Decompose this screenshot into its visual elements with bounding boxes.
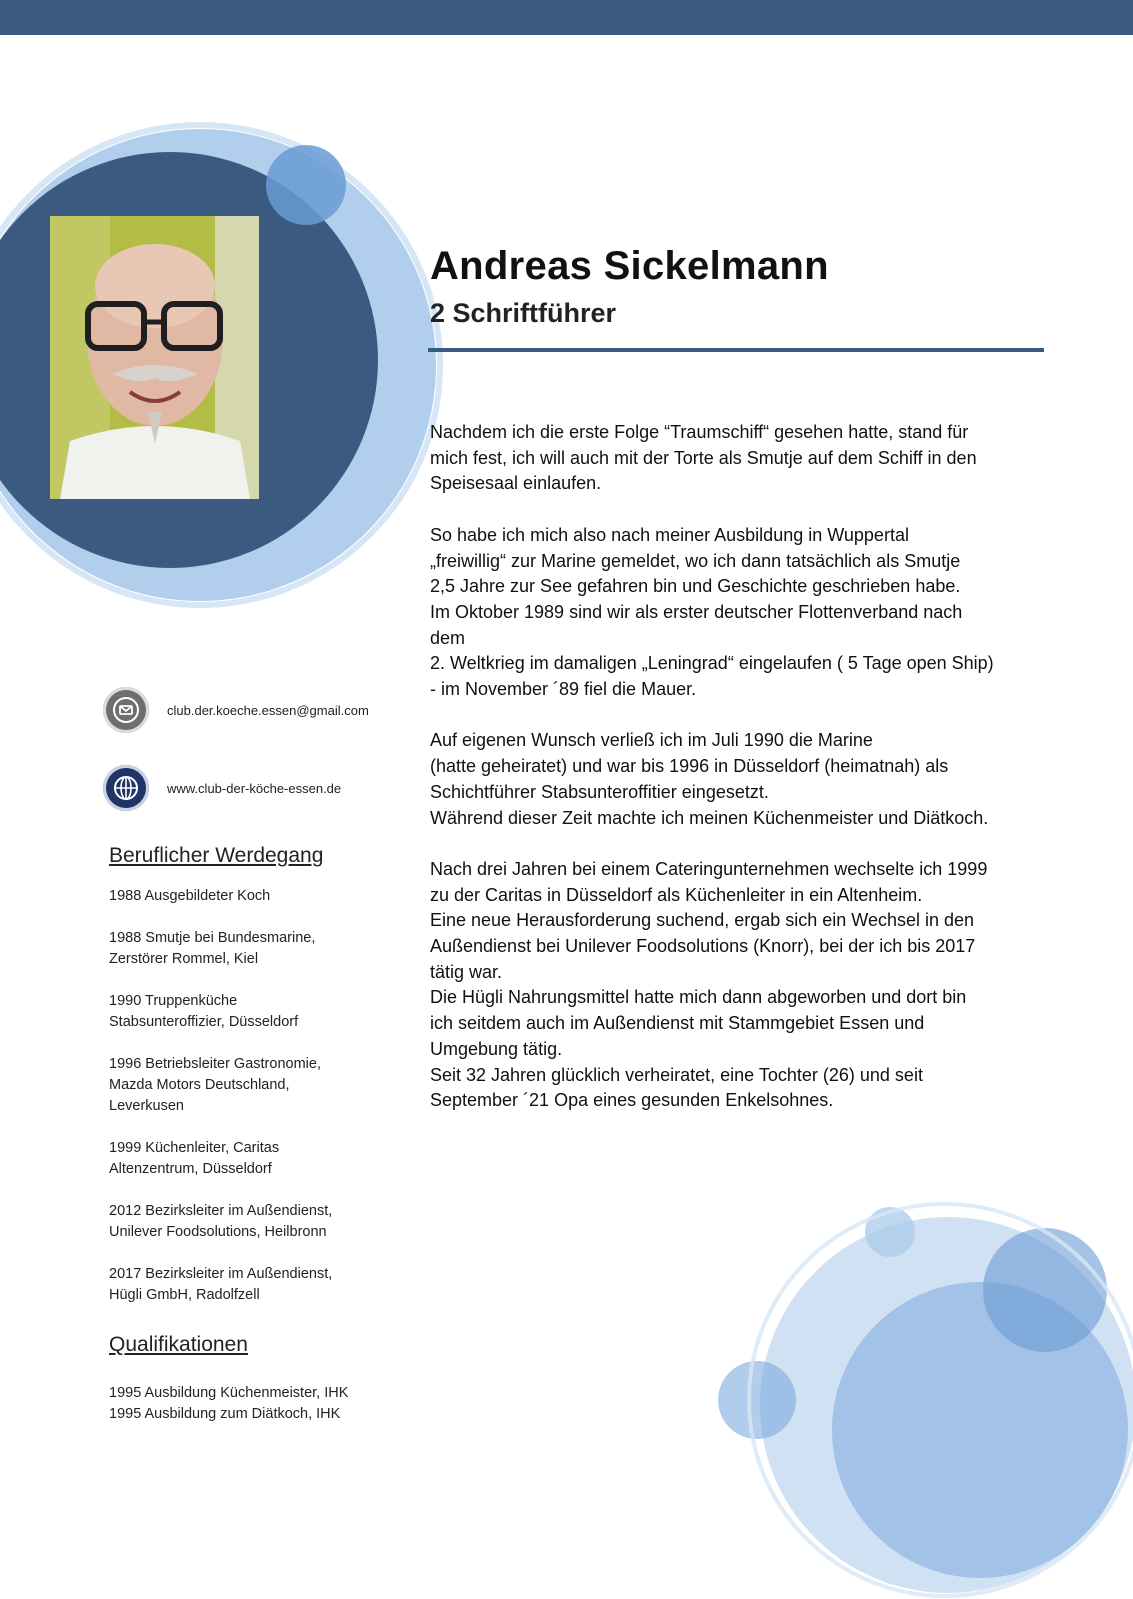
qualification-entry: 1995 Ausbildung zum Diätkoch, IHK xyxy=(109,1406,341,1422)
bio-paragraph: Nach drei Jahren bei einem Cateringunternehmen wechselte ich 1999 zu der Caritas in Düsseldorf als Küchenleiter in ein Altenheim. Eine neue Herausforderung suchend, ergab sich ein Wechsel in den Außendienst bei Unilever Foodsolutions (Knorr), bei der ich bis 2017 tätig war. Die Hügli Nahrungsmittel hatte mich dann abgeworben und dort bin ich seitdem auch im Außendienst mit Stammgebiet Essen und Umgebung tätig. Seit 32 Jahren glücklich verheiratet, eine Tochter (26) und seit September ´21 Opa eines gesunden Enkelsohnes. xyxy=(430,858,988,1111)
career-heading: Beruflicher Werdegang xyxy=(109,844,324,867)
globe-icon xyxy=(103,765,149,811)
contact-website[interactable] xyxy=(103,763,341,813)
envelope-icon xyxy=(103,687,149,733)
bio-paragraph: So habe ich mich also nach meiner Ausbildung in Wuppertal „freiwillig“ zur Marine gemeldet, wo ich dann tatsächlich als Smutje 2,5 Jahre zur See gefahren bin und Geschichte geschrieben habe. Im Oktober 1989 sind wir als erster deutscher Flottenverband nach dem 2. Weltkrieg im damaligen „Leningrad“ eingelaufen ( 5 Tage open Ship) - im November ´89 fiel die Mauer. xyxy=(430,524,994,700)
biography xyxy=(430,420,1050,1140)
career-entry: 1988 Smutje bei Bundesmarine, Zerstörer Rommel, Kiel xyxy=(109,930,316,967)
bio-paragraph: Auf eigenen Wunsch verließ ich im Juli 1990 die Marine (hatte geheiratet) und war bis 1996 in Düsseldorf (heimatnah) als Schichtführer Stabsunteroffitier eingesetzt. Während dieser Zeit machte ich meinen Küchenmeister und Diätkoch. xyxy=(430,730,989,828)
career-entry: 1999 Küchenleiter, Caritas Altenzentrum, Düsseldorf xyxy=(109,1140,280,1177)
qualifications-heading: Qualifikationen xyxy=(109,1333,248,1356)
person-name: Andreas Sickelmann xyxy=(430,244,829,288)
profile-photo xyxy=(50,216,259,499)
bio-paragraph: Nachdem ich die erste Folge “Traumschiff“ gesehen hatte, stand für mich fest, ich will auch mit der Torte als Smutje auf dem Schiff in den Speisesaal einlaufen. xyxy=(430,422,977,494)
contact-email[interactable] xyxy=(103,685,369,735)
title-divider xyxy=(428,348,1044,352)
email-text[interactable]: club.der.koeche.essen@gmail.com xyxy=(167,702,369,718)
person-role: 2 Schriftführer xyxy=(430,298,617,328)
career-entry: 1996 Betriebsleiter Gastronomie, Mazda Motors Deutschland, Leverkusen xyxy=(109,1056,321,1114)
qualifications-list xyxy=(109,1383,409,1425)
qualification-entry: 1995 Ausbildung Küchenmeister, IHK xyxy=(109,1385,349,1401)
career-entry: 2017 Bezirksleiter im Außendienst, Hügli GmbH, Radolfzell xyxy=(109,1266,333,1303)
career-list xyxy=(109,886,399,1327)
career-entry: 1988 Ausgebildeter Koch xyxy=(109,888,271,904)
portrait-illustration xyxy=(50,216,259,499)
career-entry: 2012 Bezirksleiter im Außendienst, Unilever Foodsolutions, Heilbronn xyxy=(109,1203,333,1240)
career-entry: 1990 Truppenküche Stabsunteroffizier, Düsseldorf xyxy=(109,993,299,1030)
website-text[interactable]: www.club-der-köche-essen.de xyxy=(167,780,342,796)
